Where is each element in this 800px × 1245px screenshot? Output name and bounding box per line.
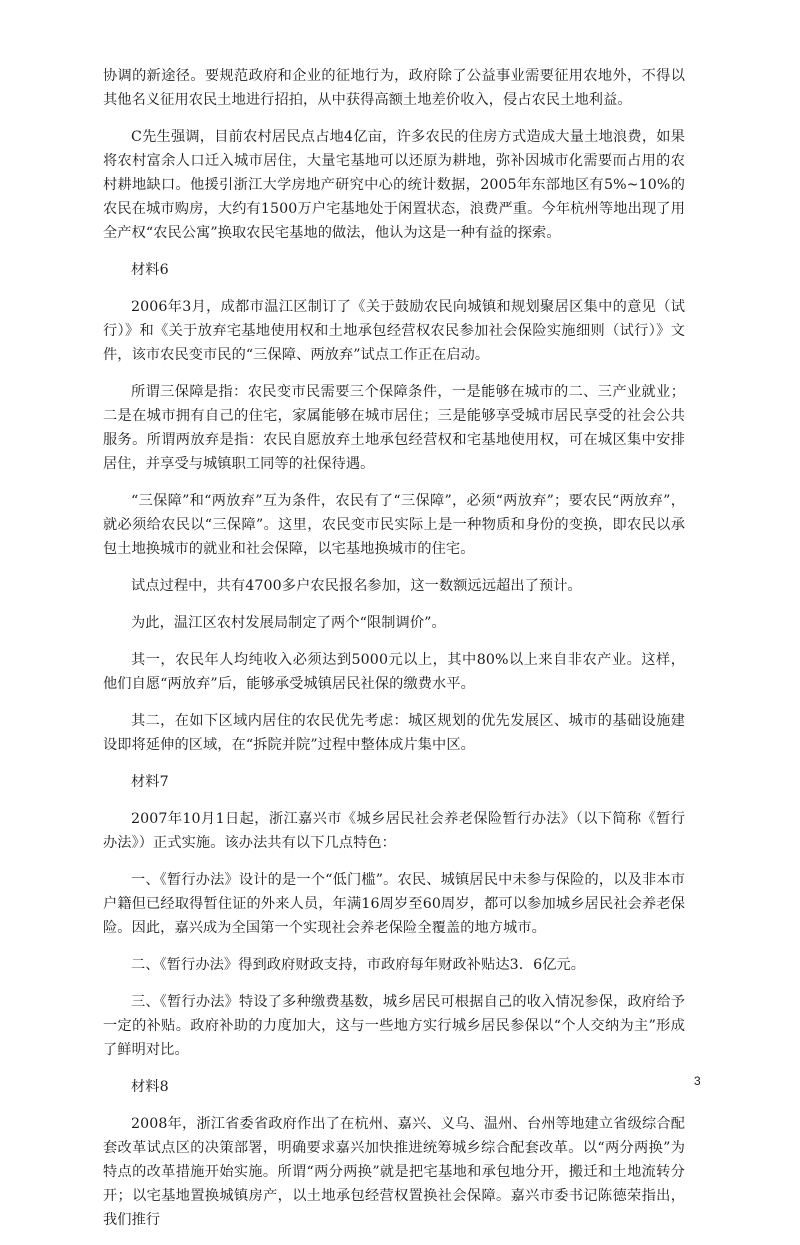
- paragraph-three-guarantees: 所谓三保障是指：农民变市民需要三个保障条件，一是能够在城市的二、三产业就业；二是在城市拥有自己的住宅，家属能够在城市居住；三是能够享受城市居民享受的社会公共服务。所谓两放弃是指：农民自愿放弃土地承包经营权和宅基地使用权，可在城区集中安排居住，并享受与城镇职工同等的社保待遇。: [103, 384, 685, 472]
- paragraph-two-splits-two-swaps: 2008年，浙江省委省政府作出了在杭州、嘉兴、义乌、温州、台州等地建立省级综合配套改革试点区的决策部署，明确要求嘉兴加快推进统筹城乡综合配套改革。以“两分两换”为特点的改革措施开始实施。所谓“两分两换”就是把宅基地和承包地分开，搬迁和土地流转分开；以宅基地置换城镇房产，以土地承包经营权置换社会保障。嘉兴市委书记陈德荣指出，我们推行: [103, 1116, 685, 1228]
- paragraph-wenjiang-policy: 2006年3月，成都市温江区制订了《关于鼓励农民向城镇和规划聚居区集中的意见（试行）》和《关于放弃宅基地使用权和土地承包经营权农民参加社会保险实施细则（试行）》文件，该市农民变市民的“三保障、两放弃”试点工作正在启动。: [103, 299, 685, 363]
- section-heading-material-7: 材料7: [131, 774, 169, 790]
- page-number: 3: [694, 1074, 701, 1088]
- section-heading-material-6: 材料6: [131, 262, 169, 278]
- paragraph-c-statement: C先生强调，目前农村居民点占地4亿亩，许多农民的住房方式造成大量土地浪费，如果将农村富余人口迁入城市居住，大量宅基地可以还原为耕地，弥补因城市化需要而占用的农村耕地缺口。他援引浙江大学房地产研究中心的统计数据，2005年东部地区有5%~10%的农民在城市购房，大约有1500万户宅基地处于闲置状态，浪费严重。今年杭州等地出现了用全产权“农民公寓”换取农民宅基地的做法，他认为这是一种有益的探索。: [103, 129, 685, 241]
- paragraph-jiaxing-measures: 2007年10月1日起，浙江嘉兴市《城乡居民社会养老保险暂行办法》（以下简称《暂行办法》）正式实施。该办法共有以下几点特色：: [103, 811, 685, 851]
- paragraph-continuation: 协调的新途径。要规范政府和企业的征地行为，政府除了公益事业需要征用农地外，不得以其他名义征用农民土地进行招拍，从中获得高额土地差价收入，侵占农民土地利益。: [103, 68, 685, 108]
- paragraph-feature-one: 一、《暂行办法》设计的是一个“低门槛”。农民、城镇居民中未参与保险的，以及非本市户籍但已经取得暂住证的外来人员，年满16周岁至60周岁，都可以参加城乡居民社会养老保险。因此，嘉兴成为全国第一个实现社会养老保险全覆盖的地方城市。: [103, 872, 685, 936]
- paragraph-restriction-one: 其一，农民年人均纯收入必须达到5000元以上，其中80%以上来自非农产业。这样，他们自愿“两放弃”后，能够承受城镇居民社保的缴费水平。: [103, 652, 685, 692]
- paragraph-restriction-two: 其二，在如下区域内居住的农民优先考虑：城区规划的优先发展区、城市的基础设施建设即将延伸的区域，在“拆院并院”过程中整体成片集中区。: [103, 713, 685, 753]
- paragraph-mutual-conditions: “三保障”和“两放弃”互为条件，农民有了“三保障”，必须“两放弃”；要农民“两放弃”，就必须给农民以“三保障”。这里，农民变市民实际上是一种物质和身份的变换，即农民以承包土地换城市的就业和社会保障，以宅基地换城市的住宅。: [103, 493, 685, 557]
- section-heading-material-8: 材料8: [131, 1079, 169, 1095]
- paragraph-restrictions-intro: 为此，温江区农村发展局制定了两个“限制调价”。: [131, 615, 446, 631]
- paragraph-feature-two: 二、《暂行办法》得到政府财政支持，市政府每年财政补贴达3．6亿元。: [131, 957, 586, 973]
- document-body: [103, 64, 685, 1245]
- paragraph-pilot-signup: 试点过程中，共有4700多户农民报名参加，这一数额远远超出了预计。: [131, 578, 582, 594]
- paragraph-feature-three: 三、《暂行办法》特设了多种缴费基数，城乡居民可根据自己的收入情况参保，政府给予一定的补贴。政府补助的力度加大，这与一些地方实行城乡居民参保以“个人交纳为主”形成了鲜明对比。: [103, 994, 685, 1058]
